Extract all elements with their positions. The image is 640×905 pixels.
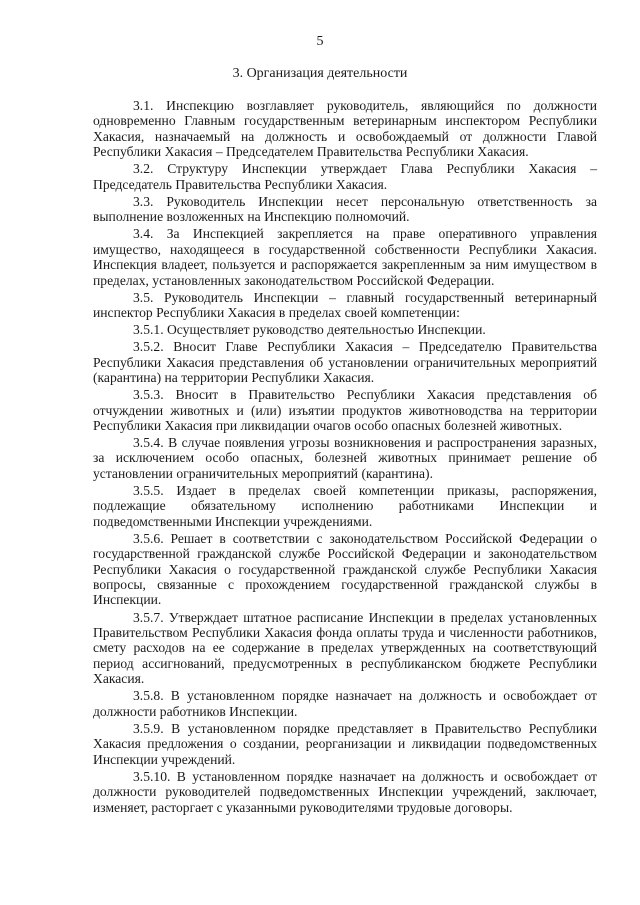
section-title: 3. Организация деятельности bbox=[232, 66, 408, 81]
paragraph-3-5-10: 3.5.10. В установленном порядке назначает на должность и освобождает от должности руководителей подведомственных Инспекции учреждений, заключает, изменяет, расторгает с указанными руководителями трудовые договоры. bbox=[93, 768, 597, 815]
paragraph-3-1: 3.1. Инспекцию возглавляет руководитель, являющийся по должности одновременно Главным государственным ветеринарным инспектором Республики Хакасия, назначаемый на должность и освобождаемый от должности Главой Республики Хакасия – Председателем Правительства Республики Хакасия. bbox=[93, 98, 597, 160]
paragraph-3-4: 3.4. За Инспекцией закрепляется на праве оперативного управления имущество, находящееся в государственной собственности Республики Хакасия. Инспекция владеет, пользуется и распоряжается закрепленным за ним имуществом в пределах, установленных законодательством Российской Федерации. bbox=[93, 226, 597, 288]
paragraph-3-3: 3.3. Руководитель Инспекции несет персональную ответственность за выполнение возложенных на Инспекцию полномочий. bbox=[93, 193, 597, 225]
paragraph-3-5-2: 3.5.2. Вносит Главе Республики Хакасия – Председателю Правительства Республики Хакасия представления об установлении ограничительных мероприятий (карантина) на территории Республики Хакасия. bbox=[93, 339, 597, 386]
paragraph-3-5-7: 3.5.7. Утверждает штатное расписание Инспекции в пределах установленных Правительством Республики Хакасия фонда оплаты труда и численности работников, смету расходов на ее содержание в пределах утвержденных на соответствующий период ассигнований, предусмотренных в республиканском бюджете Республики Хакасия. bbox=[93, 609, 597, 687]
paragraph-3-5-9: 3.5.9. В установленном порядке представляет в Правительство Республики Хакасия предложения о создании, реорганизации и ликвидации подведомственных Инспекции учреждений. bbox=[93, 720, 597, 767]
paragraph-3-5-8: 3.5.8. В установленном порядке назначает на должность и освобождает от должности работников Инспекции. bbox=[93, 688, 597, 719]
paragraph-3-5-3: 3.5.3. Вносит в Правительство Республики Хакасия представления об отчуждении животных и (или) изъятии продуктов животноводства на территории Республики Хакасия при ликвидации очагов особо опасных болезней животных. bbox=[93, 387, 597, 433]
paragraph-3-5-6: 3.5.6. Решает в соответствии с законодательством Российской Федерации о государственной гражданской службе Российской Федерации и законодательством Республики Хакасия о государственной гражданской службе Республики Хакасия вопросы, связанные с прохождением государственной гражданской службы в Инспекции. bbox=[93, 530, 597, 608]
paragraph-3-5: 3.5. Руководитель Инспекции – главный государственный ветеринарный инспектор Республики Хакасия в пределах своей компетенции: bbox=[93, 289, 597, 321]
paragraph-3-5-4: 3.5.4. В случае появления угрозы возникновения и распространения заразных, за исключением особо опасных, болезней животных принимает решение об установлении ограничительных мероприятий (карантина). bbox=[93, 435, 597, 481]
page-number: 5 bbox=[316, 34, 324, 49]
paragraph-3-5-5: 3.5.5. Издает в пределах своей компетенции приказы, распоряжения, подлежащие обязательному исполнению работниками Инспекции и подведомственными Инспекции учреждениями. bbox=[93, 482, 597, 529]
paragraph-3-5-1: 3.5.1. Осуществляет руководство деятельностью Инспекции. bbox=[133, 322, 486, 338]
body-text bbox=[93, 98, 597, 817]
paragraph-3-2: 3.2. Структуру Инспекции утверждает Глава Республики Хакасия – Председатель Правительства Республики Хакасия. bbox=[93, 161, 597, 192]
